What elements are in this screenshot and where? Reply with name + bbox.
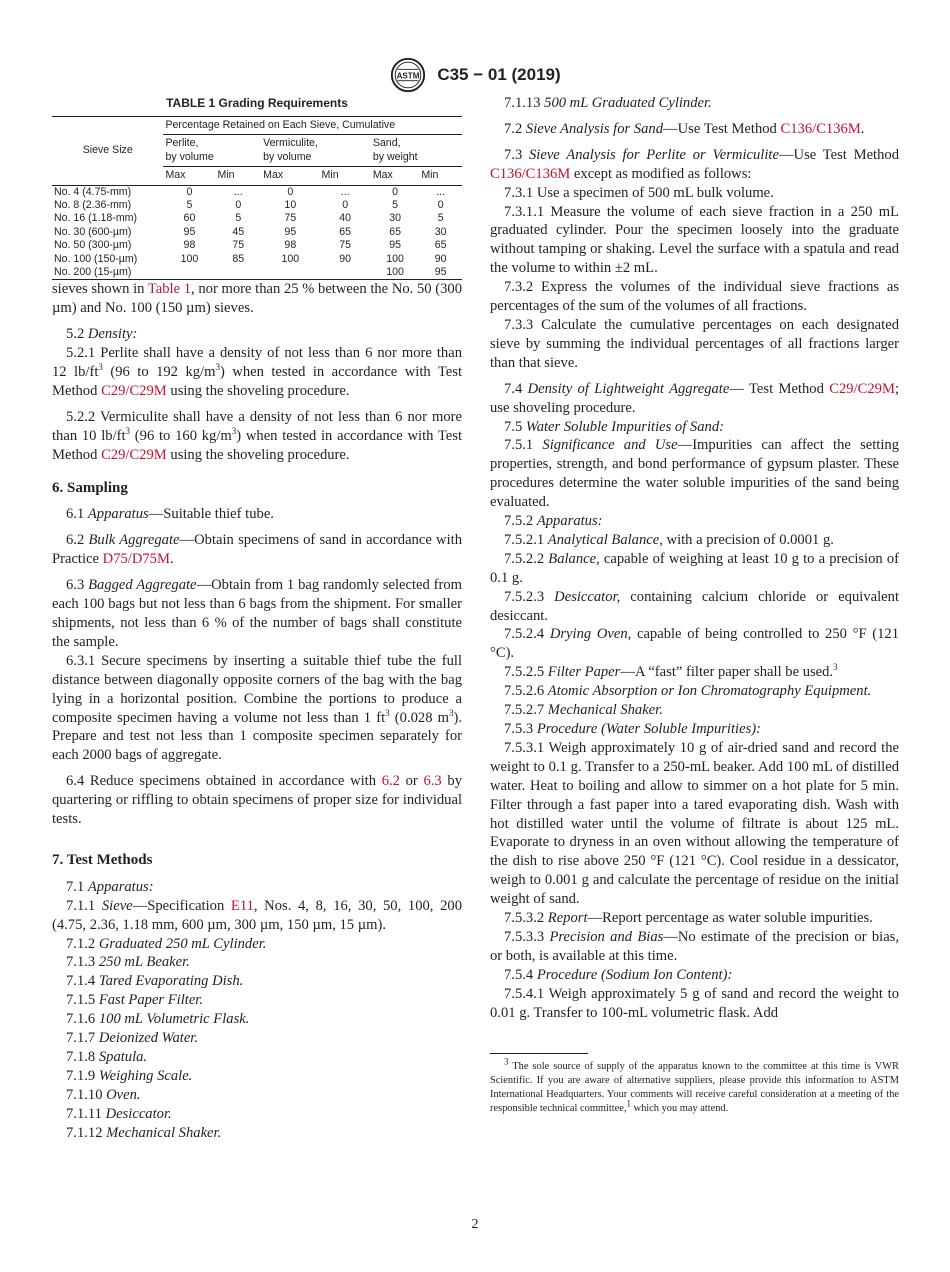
value-cell: 0 bbox=[287, 185, 294, 198]
section-7-3-3: 7.3.3 Calculate the cumulative percentages on each designated sieve by summing the individual percentages of all fractions larger than that sieve. bbox=[490, 316, 899, 371]
value-cell: 40 bbox=[339, 212, 352, 225]
footnote-divider bbox=[490, 1053, 588, 1054]
table-row bbox=[52, 212, 462, 225]
value-cell: 85 bbox=[232, 252, 245, 265]
section-7-3-1-1: 7.3.1.1 Measure the volume of each sieve fraction in a 250 mL graduated cylinder. Pour the specimen loosely into the graduate without tamping or shaking. Level the surface with a spatula and read the volume to within ±2 mL. bbox=[490, 203, 899, 277]
right-column bbox=[490, 94, 899, 1116]
section-7-3-2: 7.3.2 Express the volumes of the individual sieve fractions as percentages of the sum of the volumes of all fractions. bbox=[490, 279, 899, 315]
link-table-1[interactable]: Table 1 bbox=[147, 281, 192, 298]
value-cell: 98 bbox=[284, 239, 297, 252]
value-cell: 0 bbox=[235, 198, 242, 211]
section-7-3: 7.3 Sieve Analysis for Perlite or Vermiculite—Use Test Method C136/C136M except as modified as follows: bbox=[490, 146, 899, 182]
apparatus-item: 7.1.12 Mechanical Shaker. bbox=[66, 1124, 222, 1141]
value-cell: ... bbox=[436, 185, 446, 198]
link-c29[interactable]: C29/C29M bbox=[829, 380, 895, 397]
apparatus-item: 7.1.4 Tared Evaporating Dish. bbox=[66, 973, 244, 990]
apparatus-item: 7.1.6 100 mL Volumetric Flask. bbox=[66, 1011, 250, 1028]
section-7-5-3-1: 7.5.3.1 Weigh approximately 10 g of air-dried sand and record the weight to 0.1 g. Transfer to a 250-mL beaker. Add 100 mL of distilled water. Heat to boiling and allow to simmer on a hot plate for 5 min. Filter through a fast paper into a tared evaporating dish. Wash with hot distilled water until the volume of filtrate is about 125 mL. Evaporate to dryness in an oven without allowing the temperature of the dish to rise above 250 °F (121 °C). Cool residue in a dessicator, weigh to 0.001 g and calculate the percentage of residue on the initial weight of sand. bbox=[490, 739, 899, 908]
value-cell: 0 bbox=[186, 185, 193, 198]
section-6-3-1: 6.3.1 Secure specimens by inserting a suitable thief tube the full distance between diagonally opposite corners of the bag with the bag lying in a horizontal position. Combine the portions to produce a composite specimen having a volume not less than 1 $ft^3$ (0.028 $m^3$). Prepare and test not less than 1 composite specimen separately for each 2000 bags of aggregate. bbox=[52, 652, 462, 764]
sieve-size-cell: No. 100 (150-µm) bbox=[54, 252, 138, 265]
sub-header: Max bbox=[261, 167, 319, 185]
value-cell: 30 bbox=[389, 212, 401, 225]
section-5-2: 5.2 Density: bbox=[66, 326, 138, 343]
section-6-1: 6.1 Apparatus—Suitable thief tube. bbox=[66, 506, 274, 523]
apparatus-item: 7.1.10 Oven. bbox=[66, 1086, 141, 1103]
section-7-5-2-4: 7.5.2.4 Drying Oven, capable of being controlled to 250 °F (121 °C). bbox=[490, 626, 900, 662]
value-cell: 10 bbox=[284, 198, 297, 211]
link-c29[interactable]: C29/C29M bbox=[101, 382, 167, 399]
section-5-2-2: 5.2.2 Vermiculite shall have a density of not less than 6 nor more than 10 $lb/ft^3$ (96 to 160 $kg/m^3$) when tested in accordance with Test Method C29/C29M using the shoveling procedure. bbox=[52, 408, 463, 463]
link-c136[interactable]: C136/C136M bbox=[490, 165, 571, 182]
sub-header: Min bbox=[215, 167, 261, 185]
value-cell: 65 bbox=[434, 239, 447, 252]
value-cell: 65 bbox=[339, 225, 352, 238]
section-7-5-1: 7.5.1 Significance and Use—Impurities can affect the setting properties, strength, and bond performance of gypsum plaster. These procedures determine the water soluble impurities of the sand being evaluated. bbox=[490, 437, 899, 511]
value-cell: 0 bbox=[437, 198, 444, 211]
value-cell: 100 bbox=[281, 252, 300, 265]
value-cell: ... bbox=[233, 185, 243, 198]
value-cell: 95 bbox=[419, 266, 462, 280]
value-cell: 0 bbox=[392, 185, 399, 198]
col-group-perlite: Perlite, by volume bbox=[163, 135, 261, 167]
value-cell bbox=[215, 266, 261, 280]
section-7-5-2: 7.5.2 Apparatus: bbox=[504, 513, 603, 530]
value-cell: 30 bbox=[434, 225, 447, 238]
sieve-size-cell: No. 4 (4.75-mm) bbox=[54, 185, 132, 198]
sieve-size-header: Sieve Size bbox=[52, 116, 163, 185]
page-number: 2 bbox=[471, 1217, 479, 1232]
link-c29[interactable]: C29/C29M bbox=[101, 446, 167, 463]
section-7-5: 7.5 Water Soluble Impurities of Sand: bbox=[504, 418, 724, 435]
apparatus-item: 7.1.11 Desiccator. bbox=[66, 1105, 172, 1122]
table-row bbox=[52, 185, 462, 199]
paragraph-sieves: sieves shown in Table 1, nor more than 25 % between the No. 50 (300 µm) and No. 100 (150 µm) sieves. bbox=[52, 281, 462, 317]
sub-header: Min bbox=[419, 167, 462, 185]
link-e11[interactable]: E11 bbox=[230, 897, 254, 914]
value-cell: 45 bbox=[232, 225, 245, 238]
value-cell: 90 bbox=[339, 252, 352, 265]
sieve-size-cell: No. 50 (300-µm) bbox=[54, 239, 132, 252]
section-5-2-1: 5.2.1 Perlite shall have a density of not less than 6 nor more than 12 $lb/ft^3$ (96 to 192 $kg/m^3$) when tested in accordance with Test Method C29/C29M using the shoveling procedure. bbox=[52, 345, 463, 399]
footnote-3: $^3$ The sole source of supply of the apparatus known to the committee at this time is VWR Scientific. If you are aware of alternative suppliers, please provide this information to ASTM International Headquarters. Your comments will receive careful consideration at a meeting of the responsible technical committee,$^1$ which you may attend. bbox=[490, 1056, 899, 1114]
table-title: TABLE 1 Grading Requirements bbox=[166, 96, 348, 110]
link-6-2[interactable]: 6.2 bbox=[381, 773, 400, 790]
heading-test-methods: 7. Test Methods bbox=[52, 851, 153, 868]
apparatus-list bbox=[52, 935, 462, 1143]
document-id: C35 − 01 (2019) bbox=[437, 65, 561, 84]
section-7-5-4: 7.5.4 Procedure (Sodium Ion Content): bbox=[504, 966, 733, 983]
value-cell: 100 bbox=[180, 252, 199, 265]
col-group-vermiculite: Vermiculite, by volume bbox=[261, 135, 371, 167]
group-header: Percentage Retained on Each Sieve, Cumulative bbox=[163, 116, 462, 134]
section-7-1-1: 7.1.1 Sieve—Specification E11, Nos. 4, 8, 16, 30, 50, 100, 200 (4.75, 2.36, 1.18 mm, 600 µm, 300 µm, 150 µm, 15 µm). bbox=[52, 897, 462, 933]
value-cell: 100 bbox=[386, 252, 404, 265]
section-6-4: 6.4 Reduce specimens obtained in accordance with 6.2 or 6.3 by quartering or riffling to obtain specimens of proper size for individual tests. bbox=[52, 773, 462, 828]
col-group-sand: Sand, by weight bbox=[371, 135, 462, 167]
sub-header: Max bbox=[371, 167, 419, 185]
apparatus-item: 7.1.8 Spatula. bbox=[66, 1049, 148, 1065]
section-7-5-2-6: 7.5.2.6 Atomic Absorption or Ion Chromatography Equipment. bbox=[504, 683, 872, 700]
table-row bbox=[52, 253, 462, 266]
table-row bbox=[52, 226, 462, 239]
section-7-5-2-2: 7.5.2.2 Balance, capable of weighing at least 10 g to a precision of 0.1 g. bbox=[490, 550, 899, 586]
grading-requirements-table bbox=[52, 116, 462, 280]
table-row bbox=[52, 239, 462, 252]
value-cell: 100 bbox=[371, 266, 419, 280]
section-7-4: 7.4 Density of Lightweight Aggregate— Test Method C29/C29M; use shoveling procedure. bbox=[490, 380, 900, 416]
astm-logo-text: ASTM bbox=[396, 71, 420, 81]
value-cell: 95 bbox=[284, 225, 297, 238]
value-cell: 95 bbox=[183, 225, 196, 238]
value-cell: 60 bbox=[183, 212, 196, 225]
section-7-5-2-5: 7.5.2.5 Filter Paper—A “fast” filter paper shall be used.$^3$ bbox=[504, 662, 838, 681]
link-6-3[interactable]: 6.3 bbox=[423, 773, 442, 790]
apparatus-item: 7.1.9 Weighing Scale. bbox=[66, 1067, 193, 1084]
section-7-5-2-3: 7.5.2.3 Desiccator, containing calcium chloride or equivalent desiccant. bbox=[490, 588, 899, 624]
apparatus-item: 7.1.5 Fast Paper Filter. bbox=[66, 992, 204, 1009]
section-7-5-3: 7.5.3 Procedure (Water Soluble Impurities): bbox=[504, 721, 761, 737]
value-cell: 5 bbox=[186, 198, 193, 211]
sieve-size-cell: No. 30 (600-µm) bbox=[54, 225, 132, 238]
section-7-1-13: 7.1.13 500 mL Graduated Cylinder. bbox=[504, 95, 712, 111]
page-header bbox=[0, 56, 950, 94]
section-7-5-3-3: 7.5.3.3 Precision and Bias—No estimate of the precision or bias, or both, is available at this time. bbox=[490, 928, 899, 964]
heading-sampling: 6. Sampling bbox=[52, 479, 128, 496]
value-cell: 98 bbox=[183, 239, 196, 252]
value-cell: 75 bbox=[232, 239, 245, 252]
section-7-1: 7.1 Apparatus: bbox=[66, 878, 154, 895]
value-cell bbox=[261, 266, 319, 280]
section-7-5-3-2: 7.5.3.2 Report—Report percentage as water soluble impurities. bbox=[504, 910, 873, 927]
value-cell: 65 bbox=[389, 225, 401, 238]
left-column bbox=[52, 94, 462, 1143]
section-7-3-1: 7.3.1 Use a specimen of 500 mL bulk volume. bbox=[504, 184, 774, 201]
sieve-size-cell: No. 8 (2.36-mm) bbox=[54, 198, 132, 211]
value-cell: 90 bbox=[434, 252, 447, 265]
apparatus-item: 7.1.2 Graduated 250 mL Cylinder. bbox=[66, 935, 267, 952]
apparatus-item: 7.1.7 Deionized Water. bbox=[66, 1030, 199, 1047]
sieve-size-cell: No. 200 (15-µm) bbox=[52, 266, 163, 280]
section-6-3: 6.3 Bagged Aggregate—Obtain from 1 bag randomly selected from each 100 bags but not less than 6 bags from the shipment. For smaller shipments, not less than 6 % of the number of bags shall constitute the sample. bbox=[52, 577, 463, 650]
value-cell: ... bbox=[340, 185, 350, 198]
section-7-5-2-7: 7.5.2.7 Mechanical Shaker. bbox=[504, 702, 663, 719]
astm-logo-icon bbox=[389, 56, 427, 94]
table-body bbox=[52, 185, 462, 280]
link-d75[interactable]: D75/D75M bbox=[102, 551, 170, 568]
section-7-5-2-1: 7.5.2.1 Analytical Balance, with a precision of 0.0001 g. bbox=[504, 531, 834, 548]
value-cell: 5 bbox=[235, 212, 242, 225]
value-cell: 5 bbox=[392, 198, 399, 211]
value-cell bbox=[163, 266, 215, 280]
value-cell: 5 bbox=[437, 212, 444, 225]
value-cell: 75 bbox=[284, 212, 297, 225]
value-cell bbox=[320, 266, 371, 280]
value-cell: 95 bbox=[389, 239, 401, 252]
section-7-5-4-1: 7.5.4.1 Weigh approximately 5 g of sand and record the weight to 0.01 g. Transfer to 100-mL volumetric flask. Add bbox=[490, 985, 899, 1021]
link-c136[interactable]: C136/C136M bbox=[780, 120, 861, 137]
apparatus-item: 7.1.3 250 mL Beaker. bbox=[66, 954, 190, 971]
sub-header: Min bbox=[320, 167, 371, 185]
sieve-size-cell: No. 16 (1.18-mm) bbox=[54, 212, 138, 225]
value-cell: 0 bbox=[342, 198, 349, 211]
sub-header: Max bbox=[163, 167, 215, 185]
section-7-2: 7.2 Sieve Analysis for Sand—Use Test Method C136/C136M. bbox=[504, 120, 865, 137]
section-6-2: 6.2 Bulk Aggregate—Obtain specimens of sand in accordance with Practice D75/D75M. bbox=[52, 532, 462, 568]
value-cell: 75 bbox=[339, 239, 352, 252]
table-row bbox=[52, 199, 462, 212]
table-row bbox=[52, 266, 462, 280]
